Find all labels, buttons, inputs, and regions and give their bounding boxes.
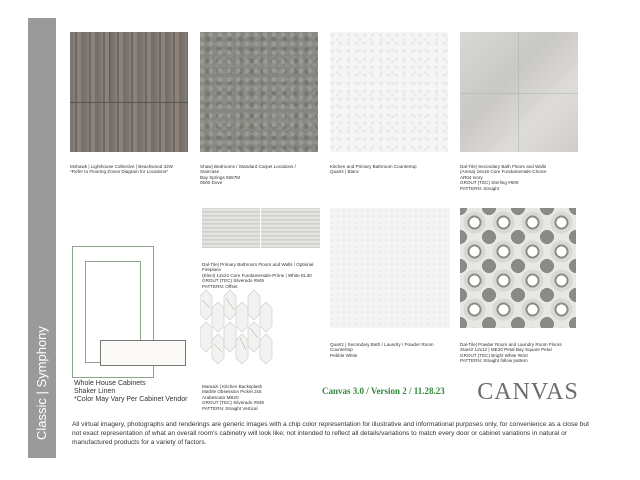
countertop-swatch xyxy=(330,32,448,152)
lvp-caption: Mohawk | Lighthouse Collective | Beachwood 32W *Refer to Flooring Zones Diagram for Locations* xyxy=(70,163,173,175)
backsplash-caption: Maraazi | Kitchen Backsplash Marble Obsession Picket 2x5 Arabescato MB20 GROUT (TEC) Silverado #949 PATTERN: Straight Vertical xyxy=(202,383,264,411)
primary-bath-caption: Dal-Tile| Primary Bathroom Floors and Walls / Optional Fireplace (Elect) 12x24 Core Fundamentals-Prime | White EL30 GROUT (TEC) Silverado #949 PATTERN: Offset xyxy=(202,261,314,289)
sidebar-band xyxy=(28,18,56,458)
primary-bath-tile-swatch xyxy=(202,208,320,248)
countertop-caption: Kitchen and Primary Bathroom Countertop Quartz | Blanc xyxy=(330,163,417,175)
collection-title: Classic | Symphony xyxy=(34,326,49,440)
powder-room-caption: Dal-Tile| Powder Room and Laundry Room Floors Starsir 12x12 | ME20 Petal Bay Square Petal GROUT (TEC) Bright White #810 PATTERN: Straight follow pattern xyxy=(460,341,562,364)
cabinet-caption: Whole House Cabinets Shaker Linen *Color May Vary Per Cabinet Vendor xyxy=(74,380,188,403)
pebble-quartz-caption: Quartz | Secondary Bath / Laundry / Powder Room Countertop Pebble White xyxy=(330,341,434,358)
cabinet-color-chip xyxy=(100,340,186,366)
lvp-swatch xyxy=(70,32,188,152)
pebble-quartz-swatch xyxy=(330,208,450,328)
secondary-bath-caption: Dal-Tile| Secondary Bath Floors and Walls (Arena) 16x16 Core Fundamentals-Choice AR04 Ivory GROUT (TEC) Sterling #609 PATTERN: Straight xyxy=(460,163,547,191)
backsplash-swatch xyxy=(200,288,274,374)
carpet-caption: Shaw| Bedrooms / Standard Carpet Locations / Staircase Bay Springs 5657M 0500 Dove xyxy=(200,163,296,186)
disclaimer-text: All virtual imagery, photographs and renderings are generic images with a chip color representation for illustrative and informational purposes only, for convenience as a close but not exact representation of what an overall room's cabinetry will look like; not intended to reflect all details/variations to match every door or cabinet variations in natural or manufactured products for a variety of factors. xyxy=(72,421,589,446)
version-label: Canvas 3.0 / Version 2 / 11.28.23 xyxy=(322,386,445,396)
carpet-swatch xyxy=(200,32,318,152)
canvas-logo: CANVAS xyxy=(477,379,579,405)
powder-room-tile-swatch xyxy=(460,208,576,328)
secondary-bath-tile-swatch xyxy=(460,32,578,152)
